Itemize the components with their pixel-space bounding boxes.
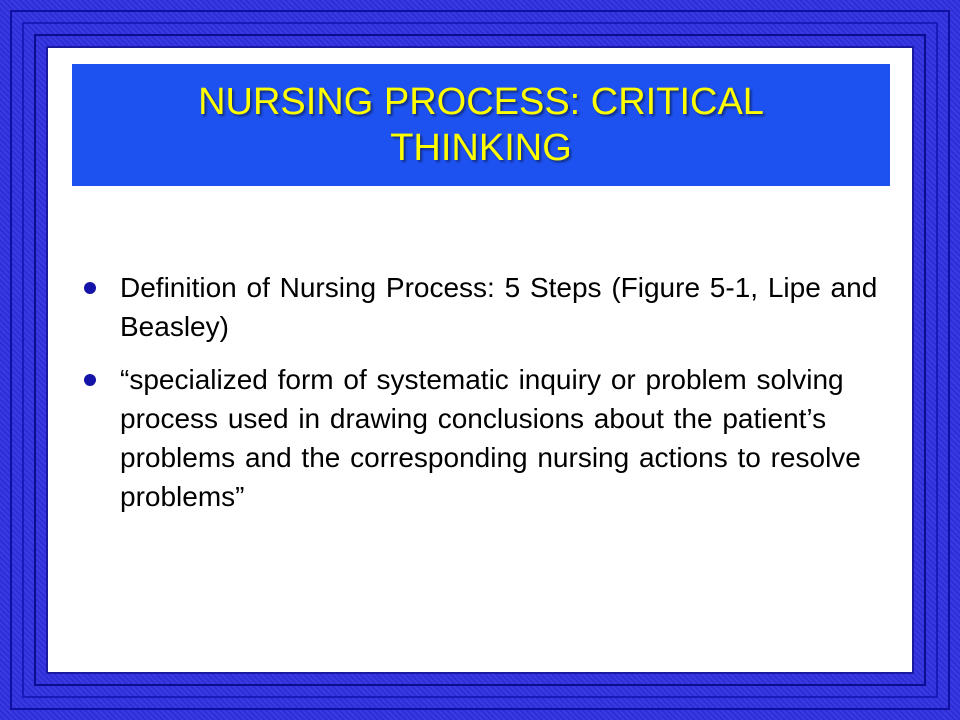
slide-content-area (46, 46, 914, 674)
bullet-text: Definition of Nursing Process: 5 Steps (Figure 5-1, Lipe and Beasley) (120, 272, 878, 342)
slide-title: NURSING PROCESS: CRITICAL THINKING (198, 81, 764, 169)
bullet-item-definition (82, 268, 882, 346)
bullet-list (82, 268, 882, 530)
bullet-item-quote (82, 360, 882, 516)
bullet-dot-icon (84, 282, 96, 294)
bullet-dot-icon (84, 374, 96, 386)
bullet-text: “specialized form of systematic inquiry or problem solving process used in drawing conclusions about the patient’s problems and the corresponding nursing actions to resolve problems” (120, 364, 861, 512)
title-bar (72, 64, 890, 186)
